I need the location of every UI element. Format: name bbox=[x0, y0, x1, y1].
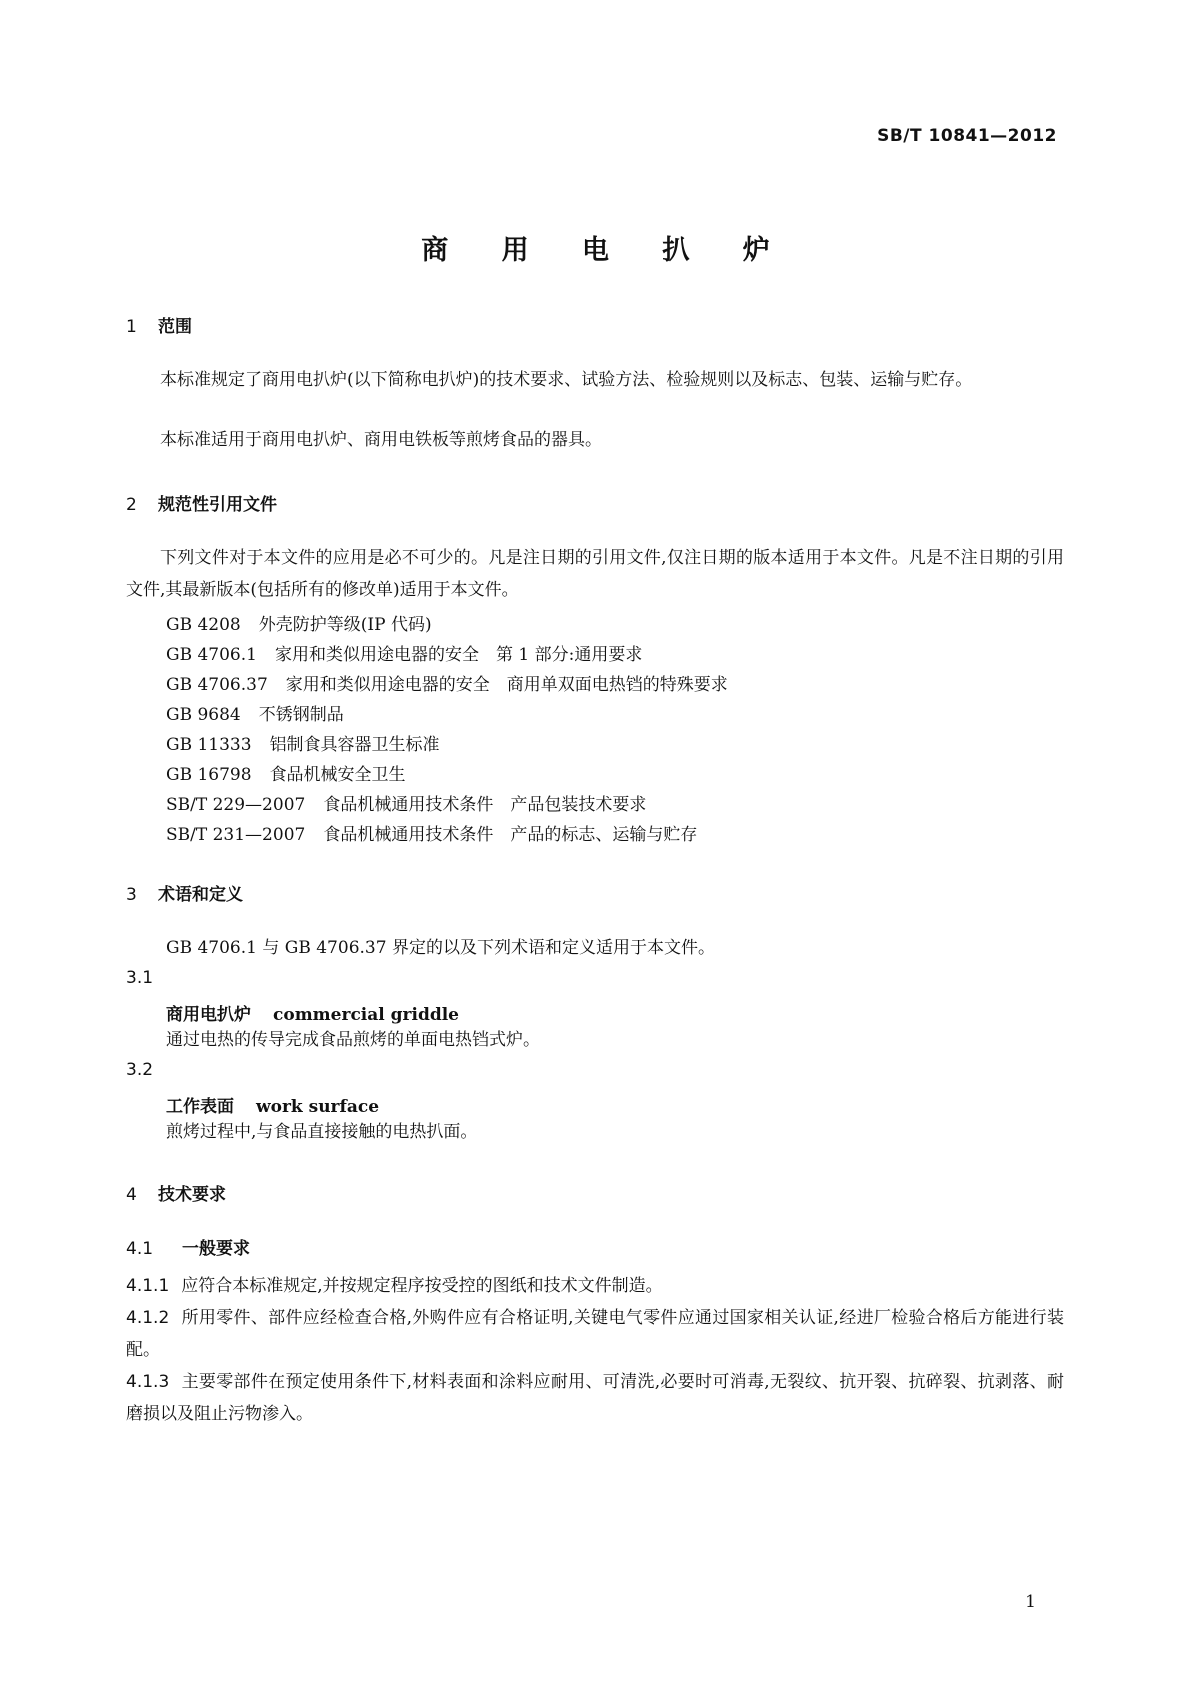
reference-item bbox=[166, 670, 728, 695]
reference-title: 家用和类似用途电器的安全 商用单双面电热铛的特殊要求 bbox=[285, 675, 728, 695]
standard-code: SB/T 10841—2012 bbox=[877, 126, 1057, 146]
term-number: 3.2 bbox=[126, 1060, 154, 1080]
reference-code: GB 11333 bbox=[166, 735, 252, 755]
section-title: 规范性引用文件 bbox=[158, 495, 277, 515]
clause-text: 所用零件、部件应经检查合格,外购件应有合格证明,关键电气零件应通过国家相关认证,经进厂检验合格后方能进行装配。 bbox=[126, 1308, 1064, 1360]
reference-title: 铝制食具容器卫生标准 bbox=[269, 735, 440, 755]
reference-code: GB 16798 bbox=[166, 765, 252, 785]
term-zh: 商用电扒炉 bbox=[166, 1005, 251, 1025]
reference-item bbox=[166, 760, 406, 785]
clause-number: 4.1.2 bbox=[126, 1308, 170, 1328]
reference-item bbox=[166, 700, 344, 725]
reference-code: SB/T 231—2007 bbox=[166, 825, 306, 845]
reference-title: 食品机械通用技术条件 产品的标志、运输与贮存 bbox=[323, 825, 698, 845]
reference-item bbox=[166, 610, 432, 635]
term-number: 3.1 bbox=[126, 968, 154, 988]
section-title: 技术要求 bbox=[158, 1185, 226, 1205]
reference-title: 不锈钢制品 bbox=[258, 705, 344, 725]
reference-title: 食品机械通用技术条件 产品包装技术要求 bbox=[323, 795, 647, 815]
reference-title: 家用和类似用途电器的安全 第 1 部分:通用要求 bbox=[274, 645, 643, 665]
reference-item bbox=[166, 790, 646, 815]
clause-4-1-2 bbox=[126, 1302, 1064, 1366]
clause-4-1-3 bbox=[126, 1366, 1064, 1430]
term-heading bbox=[166, 1000, 459, 1025]
section-1-para-2: 本标准适用于商用电扒炉、商用电铁板等煎烤食品的器具。 bbox=[160, 430, 602, 450]
section-title: 范围 bbox=[158, 317, 192, 337]
term-heading bbox=[166, 1092, 379, 1117]
term-en: commercial griddle bbox=[273, 1005, 459, 1025]
section-3-heading bbox=[126, 880, 243, 905]
reference-code: GB 4208 bbox=[166, 615, 241, 635]
section-number: 2 bbox=[126, 495, 137, 515]
reference-item bbox=[166, 820, 697, 845]
reference-item bbox=[166, 730, 440, 755]
clause-text: 应符合本标准规定,并按规定程序按受控的图纸和技术文件制造。 bbox=[181, 1276, 663, 1296]
term-en: work surface bbox=[256, 1097, 380, 1117]
subsection-number: 4.1 bbox=[126, 1239, 154, 1259]
clause-number: 4.1.1 bbox=[126, 1276, 170, 1296]
section-1-heading bbox=[126, 312, 192, 337]
section-4-heading bbox=[126, 1180, 226, 1205]
section-2-intro: 下列文件对于本文件的应用是必不可少的。凡是注日期的引用文件,仅注日期的版本适用于本文件。凡是不注日期的引用文件,其最新版本(包括所有的修改单)适用于本文件。 bbox=[126, 548, 1064, 600]
term-zh: 工作表面 bbox=[166, 1097, 234, 1117]
page-number: 1 bbox=[1025, 1592, 1036, 1612]
clause-number: 4.1.3 bbox=[126, 1372, 170, 1392]
reference-code: GB 9684 bbox=[166, 705, 241, 725]
subsection-title: 一般要求 bbox=[182, 1239, 250, 1259]
section-number: 1 bbox=[126, 317, 137, 337]
section-number: 4 bbox=[126, 1185, 137, 1205]
section-2-heading bbox=[126, 490, 277, 515]
reference-code: GB 4706.1 bbox=[166, 645, 257, 665]
clause-4-1-1 bbox=[126, 1270, 1064, 1302]
term-definition: 通过电热的传导完成食品煎烤的单面电热铛式炉。 bbox=[166, 1030, 540, 1050]
reference-title: 外壳防护等级(IP 代码) bbox=[258, 615, 432, 635]
term-definition: 煎烤过程中,与食品直接接触的电热扒面。 bbox=[166, 1122, 478, 1142]
section-1-para-1: 本标准规定了商用电扒炉(以下简称电扒炉)的技术要求、试验方法、检验规则以及标志、包装、运输与贮存。 bbox=[160, 370, 973, 390]
section-3-intro: GB 4706.1 与 GB 4706.37 界定的以及下列术语和定义适用于本文件。 bbox=[166, 938, 715, 958]
section-title: 术语和定义 bbox=[158, 885, 243, 905]
document-title: 商 用 电 扒 炉 bbox=[421, 235, 792, 266]
subsection-4-1-heading bbox=[126, 1234, 250, 1259]
reference-code: SB/T 229—2007 bbox=[166, 795, 306, 815]
reference-item bbox=[166, 640, 642, 665]
clause-text: 主要零部件在预定使用条件下,材料表面和涂料应耐用、可清洗,必要时可消毒,无裂纹、抗开裂、抗碎裂、抗剥落、耐磨损以及阻止污物渗入。 bbox=[126, 1372, 1064, 1424]
section-number: 3 bbox=[126, 885, 137, 905]
reference-title: 食品机械安全卫生 bbox=[269, 765, 406, 785]
reference-code: GB 4706.37 bbox=[166, 675, 268, 695]
